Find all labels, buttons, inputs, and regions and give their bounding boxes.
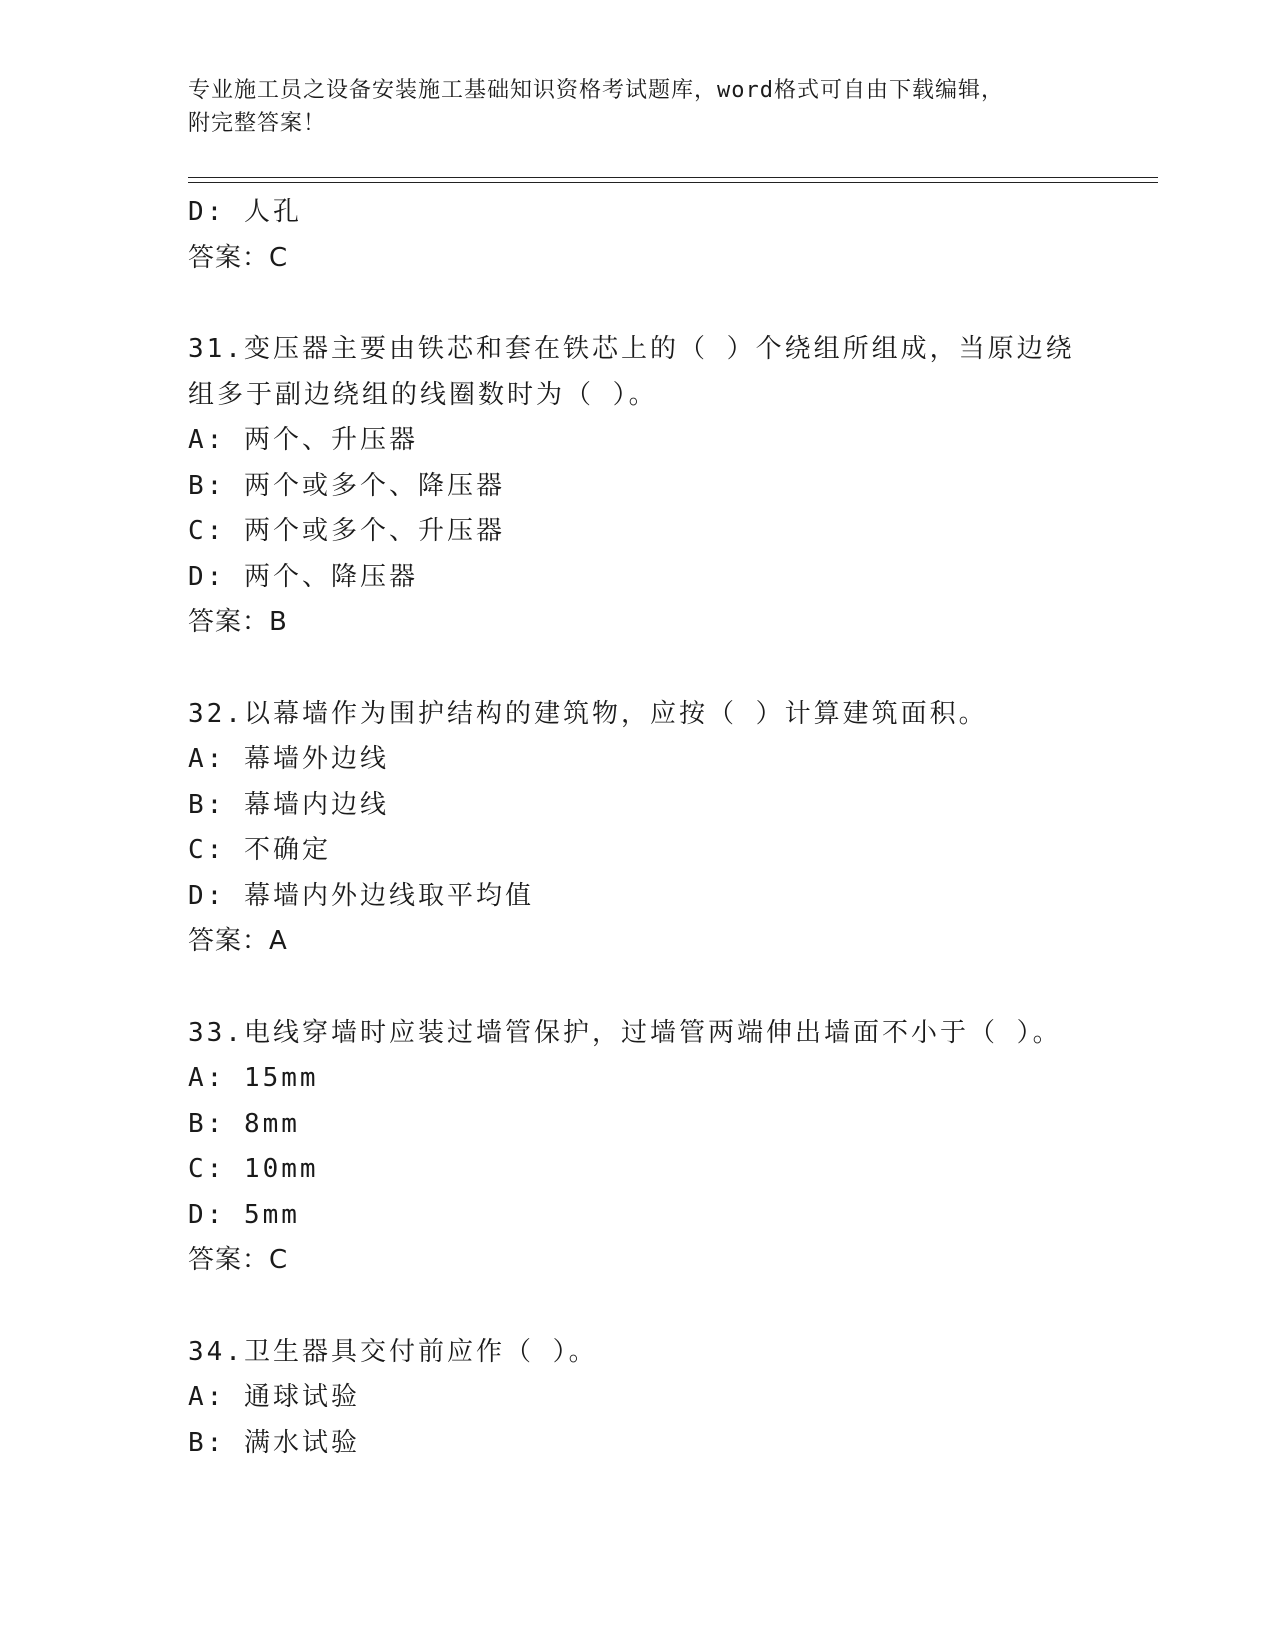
- question-stem: 31.变压器主要由铁芯和套在铁芯上的（ ）个绕组所组成，当原边绕: [188, 334, 1075, 364]
- answer: 答案：B: [188, 607, 288, 637]
- question-34: [188, 1330, 1148, 1467]
- option-b: B: 满水试验: [188, 1427, 360, 1458]
- spacer: [188, 646, 1148, 692]
- spacer: [188, 1284, 1148, 1330]
- option-a: A: 两个、升压器: [188, 425, 418, 455]
- answer: 答案：C: [188, 1245, 289, 1275]
- document-header: [188, 74, 1088, 140]
- option-c: C: 两个或多个、升压器: [188, 516, 505, 546]
- header-divider-top: [188, 177, 1158, 178]
- answer: 答案：A: [188, 926, 288, 956]
- option-b: B: 8mm: [188, 1108, 300, 1139]
- header-line-2: 附完整答案！: [188, 111, 327, 136]
- option-d: D: 5mm: [188, 1199, 300, 1230]
- option-a: A: 通球试验: [188, 1382, 360, 1412]
- header-line-1: 专业施工员之设备安装施工基础知识资格考试题库，word格式可自由下载编辑，: [188, 78, 1004, 103]
- spacer: [188, 965, 1148, 1011]
- question-stem: 33.电线穿墙时应装过墙管保护，过墙管两端伸出墙面不小于（ ）。: [188, 1017, 1062, 1048]
- question-list: [188, 190, 1148, 1466]
- prev-option-d: D: 人孔: [188, 197, 302, 227]
- question-stem-continued: 组多于副边绕组的线圈数时为（ ）。: [188, 379, 658, 410]
- question-32: [188, 692, 1148, 965]
- option-a: A: 幕墙外边线: [188, 744, 389, 774]
- option-b: B: 幕墙内边线: [188, 789, 389, 820]
- prev-answer: 答案：C: [188, 242, 289, 273]
- option-a: A: 15mm: [188, 1063, 319, 1093]
- header-divider-bottom: [188, 182, 1158, 183]
- question-33: [188, 1011, 1148, 1284]
- option-b: B: 两个或多个、降压器: [188, 470, 505, 501]
- option-c: C: 不确定: [188, 835, 331, 865]
- question-31: [188, 327, 1148, 646]
- spacer: [188, 281, 1148, 327]
- option-c: C: 10mm: [188, 1154, 319, 1184]
- option-d: D: 幕墙内外边线取平均值: [188, 880, 534, 911]
- question-stem: 32.以幕墙作为围护结构的建筑物，应按（ ）计算建筑面积。: [188, 698, 988, 729]
- option-d: D: 两个、降压器: [188, 561, 418, 592]
- question-stem: 34.卫生器具交付前应作（ ）。: [188, 1336, 598, 1367]
